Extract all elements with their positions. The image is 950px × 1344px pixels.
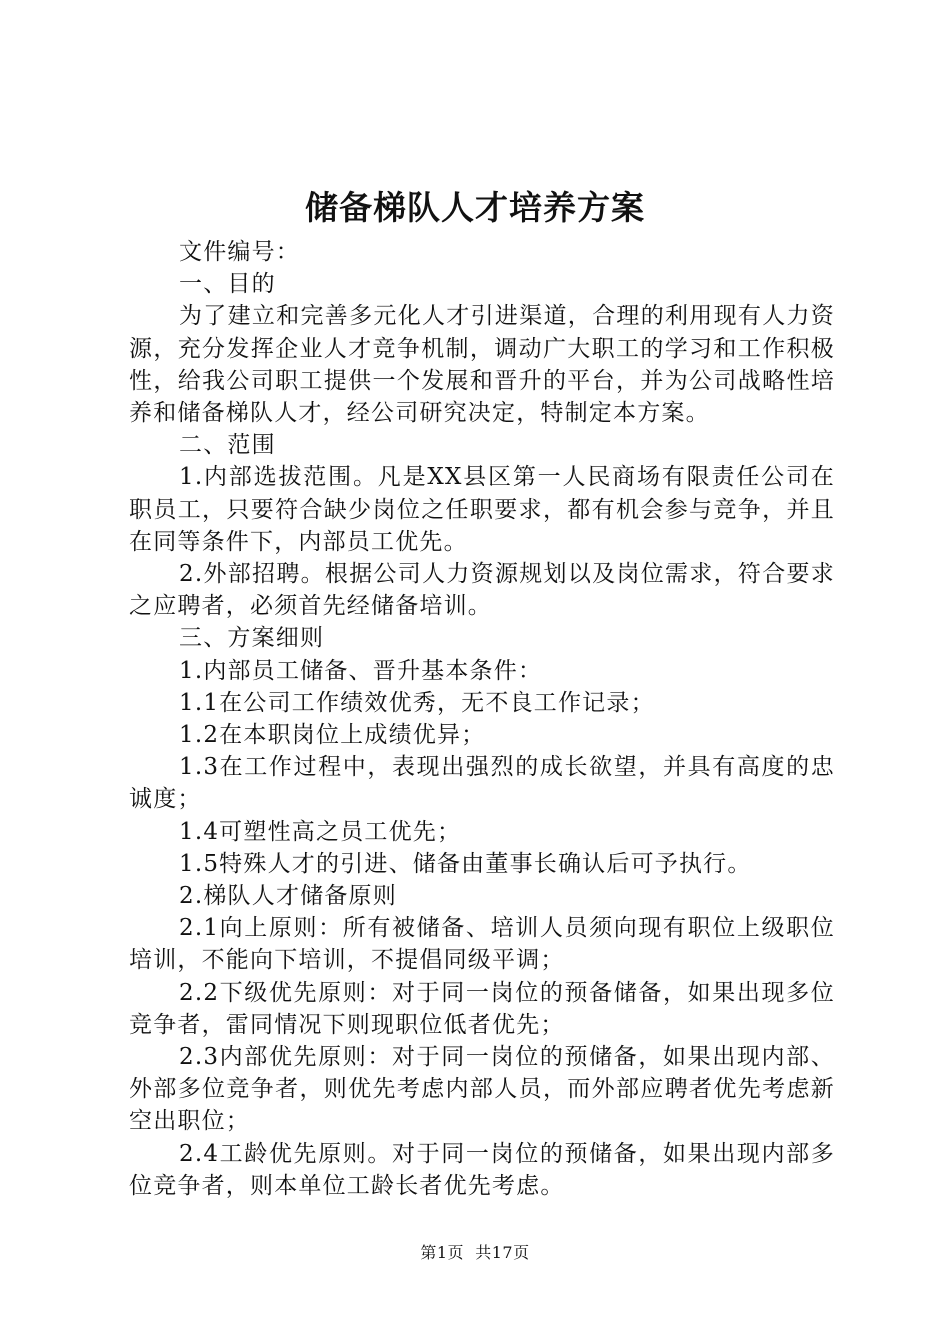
section-heading-scope: 二、范围 (179, 432, 276, 459)
page-number-current: 第1页 (420, 1243, 465, 1262)
paragraph-rule-1-5: 1.5特殊人才的引进、储备由董事长确认后可予执行。 (179, 850, 752, 877)
paragraph-rule-2-2: 2.2下级优先原则：对于同一岗位的预备储备，如果出现多位竞争者，雷同情况下则现职位低者优先； (129, 979, 835, 1038)
file-number-line: 文件编号： (179, 239, 300, 265)
paragraph-rule-2-3: 2.3内部优先原则：对于同一岗位的预储备，如果出现内部、外部多位竞争者，则优先考虑内部人员，而外部应聘者优先考虑新空出职位； (129, 1044, 835, 1135)
document-title: 储备梯队人才培养方案 (305, 188, 645, 227)
paragraph-rule-1-1: 1.1在公司工作绩效优秀，无不良工作记录； (179, 689, 655, 716)
paragraph-rule-1-4: 1.4可塑性高之员工优先； (179, 818, 462, 845)
paragraph-rule-1: 1.内部员工储备、晋升基本条件： (179, 657, 543, 684)
paragraph-scope-external: 2.外部招聘。根据公司人力资源规划以及岗位需求，符合要求之应聘者，必须首先经储备培训。 (129, 561, 835, 620)
paragraph-purpose: 为了建立和完善多元化人才引进渠道，合理的利用现有人力资源，充分发挥企业人才竞争机制，调动广大职工的学习和工作积极性，给我公司职工提供一个发展和晋升的平台，并为公司战略性培养和储备梯队人才，经公司研究决定，特制定本方案。 (129, 303, 835, 427)
document-body (129, 236, 835, 1202)
page-number-total: 共17页 (475, 1243, 530, 1262)
paragraph-rule-2: 2.梯队人才储备原则 (179, 883, 397, 910)
paragraph-rule-1-2: 1.2在本职岗位上成绩优异； (179, 722, 486, 749)
paragraph-rule-1-3: 1.3在工作过程中，表现出强烈的成长欲望，并具有高度的忠诚度； (129, 754, 835, 813)
paragraph-scope-internal: 1.内部选拔范围。凡是XX县区第一人民商场有限责任公司在职员工，只要符合缺少岗位之任职要求，都有机会参与竞争，并且在同等条件下，内部员工优先。 (129, 464, 835, 555)
paragraph-rule-2-4: 2.4工龄优先原则。对于同一岗位的预储备，如果出现内部多位竞争者，则本单位工龄长者优先考虑。 (129, 1140, 835, 1199)
section-heading-rules: 三、方案细则 (179, 625, 325, 652)
paragraph-rule-2-1: 2.1向上原则：所有被储备、培训人员须向现有职位上级职位培训，不能向下培训，不提倡同级平调； (129, 915, 835, 974)
section-heading-purpose: 一、目的 (179, 271, 276, 298)
page-footer (0, 1240, 950, 1263)
